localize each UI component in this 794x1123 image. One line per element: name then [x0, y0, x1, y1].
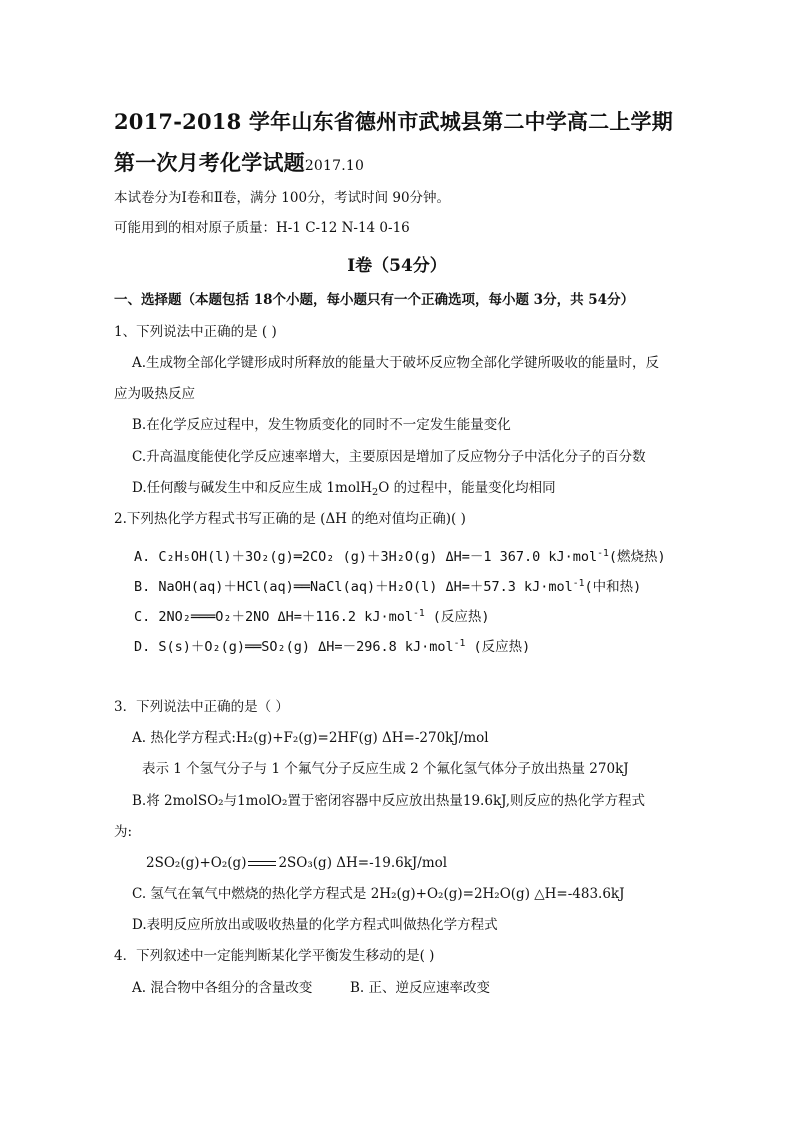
q2-c-text: C. 2NO₂═══O₂＋2NO ΔH=＋116.2 kJ·mol	[134, 609, 413, 625]
q3-option-d: D.表明反应所放出或吸收热量的化学方程式叫做热化学方程式	[132, 917, 498, 933]
q3-option-b-line1: B.将 2molSO₂与1molO₂置于密闭容器中反应放出热量19.6kJ,则反应的热化学方程式	[132, 793, 646, 809]
q1-stem: 1、下列说法中正确的是 ( )	[114, 324, 277, 340]
q1-option-c: C.升高温度能使化学反应速率增大，主要原因是增加了反应物分子中活化分子的百分数	[132, 449, 646, 465]
q3-b-eq-right: 2SO₃(g) ΔH=-19.6kJ/mol	[278, 855, 448, 871]
q1-option-d	[132, 479, 556, 499]
exam-title-text: 第一次月考化学试题	[114, 150, 305, 175]
q1-d-text: D.任何酸与碱发生中和反应生成 1molH	[132, 480, 373, 496]
q2-stem: 2.下列热化学方程式书写正确的是 (ΔH 的绝对值均正确)( )	[114, 511, 466, 527]
q4-option-b: B. 正、逆反应速率改变	[350, 980, 491, 996]
q2-option-d	[134, 638, 530, 658]
q2-a-text: A. C₂H₅OH(l)＋3O₂(g)═2CO₂ (g)＋3H₂O(g) ΔH=－1 367.0 kJ·mol	[134, 549, 598, 565]
q3-option-a: A. 热化学方程式:H₂(g)+F₂(g)=2HF(g) ΔH=-270kJ/mol	[132, 730, 489, 746]
q1-d-text-end: O 的过程中，能量变化均相同	[378, 480, 556, 496]
part-heading: 一、选择题（本题包括 18个小题，每小题只有一个正确选项，每小题 3分，共 54分）	[114, 292, 635, 308]
exam-intro: 本试卷分为Ⅰ卷和Ⅱ卷，满分 100分，考试时间 90分钟。	[114, 190, 451, 206]
q4-option-a: A. 混合物中各组分的含量改变	[132, 980, 313, 996]
q3-option-b-equation	[146, 854, 447, 872]
q2-d-note: (反应热)	[465, 639, 531, 655]
q2-option-b	[134, 578, 641, 598]
q1-option-b: B.在化学反应过程中，发生物质变化的同时不一定发生能量变化	[132, 417, 511, 433]
q2-b-text: B. NaOH(aq)＋HCl(aq)══NaCl(aq)＋H₂O(l) ΔH=＋57.3 kJ·mol	[134, 579, 573, 595]
exam-title-line2	[114, 150, 364, 179]
section-title: Ⅰ卷（54分）	[347, 256, 447, 276]
atomic-mass-info: 可能用到的相对原子质量：H-1 C-12 N-14 0-16	[114, 220, 410, 236]
q2-c-superscript: -1	[412, 608, 425, 619]
q1-option-a-line1: A.生成物全部化学键形成时所释放的能量大于破坏反应物全部化学键所吸收的能量时，反	[132, 355, 660, 371]
q2-b-note: (中和热)	[584, 579, 642, 595]
q2-b-superscript: -1	[572, 578, 585, 589]
equilibrium-arrow-icon	[248, 859, 276, 869]
q2-c-note: (反应热)	[424, 609, 490, 625]
q2-a-note: (燃烧热)	[608, 549, 666, 565]
q3-option-b-line2: 为:	[114, 824, 133, 840]
q3-option-c: C. 氢气在氧气中燃烧的热化学方程式是 2H₂(g)+O₂(g)=2H₂O(g) △H=-483.6kJ	[132, 886, 625, 902]
q2-a-superscript: -1	[597, 548, 609, 559]
q3-b-eq-left: 2SO₂(g)+O₂(g)	[146, 855, 247, 871]
q2-option-a	[134, 548, 666, 568]
exam-date: 2017.10	[304, 158, 365, 174]
q3-option-a-note: 表示 1 个氢气分子与 1 个氟气分子反应生成 2 个氟化氢气体分子放出热量 270kJ	[142, 761, 629, 777]
q4-stem: 4．下列叙述中一定能判断某化学平衡发生移动的是( )	[114, 948, 435, 964]
q3-stem: 3．下列说法中正确的是（ ）	[114, 699, 289, 715]
exam-title-line1: 2017-2018 学年山东省德州市武城县第二中学高二上学期	[114, 109, 673, 134]
q1-d-subscript: 2	[372, 487, 379, 498]
q2-d-text: D. S(s)＋O₂(g)══SO₂(g) ΔH=－296.8 kJ·mol	[134, 639, 454, 655]
q2-option-c	[134, 608, 490, 628]
q1-option-a-line2: 应为吸热反应	[114, 386, 195, 402]
q2-d-superscript: -1	[453, 638, 466, 649]
